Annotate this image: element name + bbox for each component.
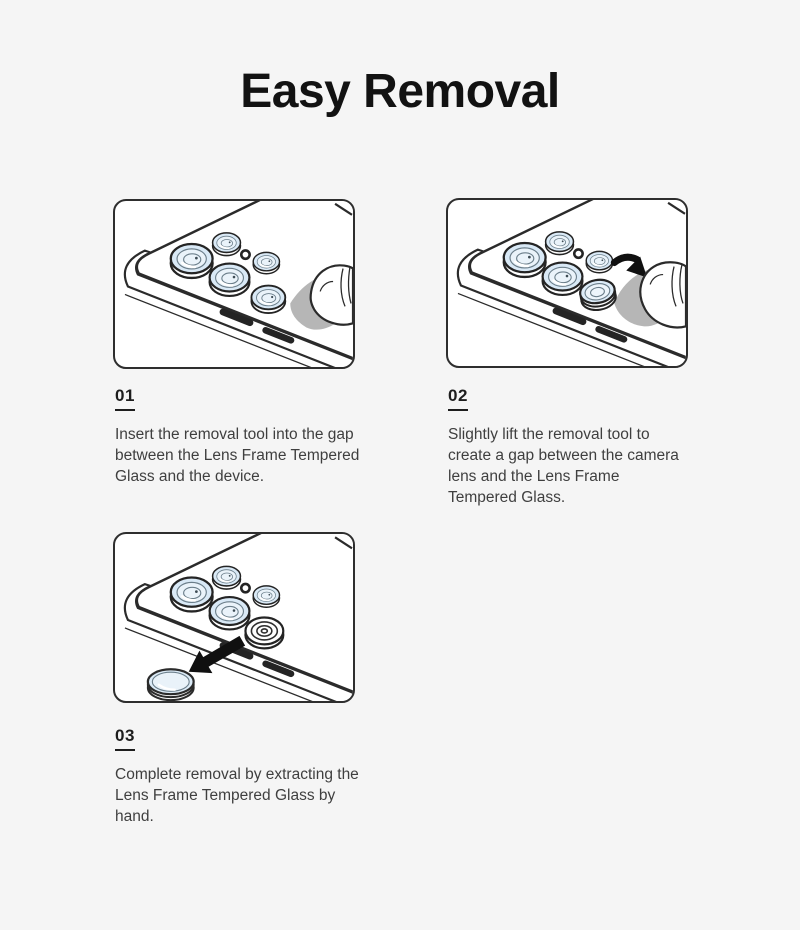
step-2 xyxy=(448,386,680,508)
step-number: 02 xyxy=(448,386,468,411)
step-number: 03 xyxy=(115,726,135,751)
step-description: Complete removal by extracting the Lens Frame Tempered Glass by hand. xyxy=(115,766,359,826)
step-2-panel xyxy=(446,198,688,368)
step-3-illustration xyxy=(115,534,353,701)
removed-lens-frame-glass-icon xyxy=(148,669,194,700)
step-number: 01 xyxy=(115,386,135,411)
step-1-illustration xyxy=(115,201,353,367)
empty-lens-mount-icon xyxy=(245,618,283,649)
step-2-illustration xyxy=(448,200,686,366)
step-1-panel xyxy=(113,199,355,369)
page-title: Easy Removal xyxy=(240,65,560,118)
step-3 xyxy=(115,726,367,827)
step-3-panel xyxy=(113,532,355,703)
lens-frame-glass-icon xyxy=(251,286,285,314)
step-description: Slightly lift the removal tool to create a gap between the camera lens and the Lens Frame Tempered Glass. xyxy=(448,426,679,507)
step-1 xyxy=(115,386,363,487)
step-description: Insert the removal tool into the gap between the Lens Frame Tempered Glass and the device. xyxy=(115,426,360,486)
